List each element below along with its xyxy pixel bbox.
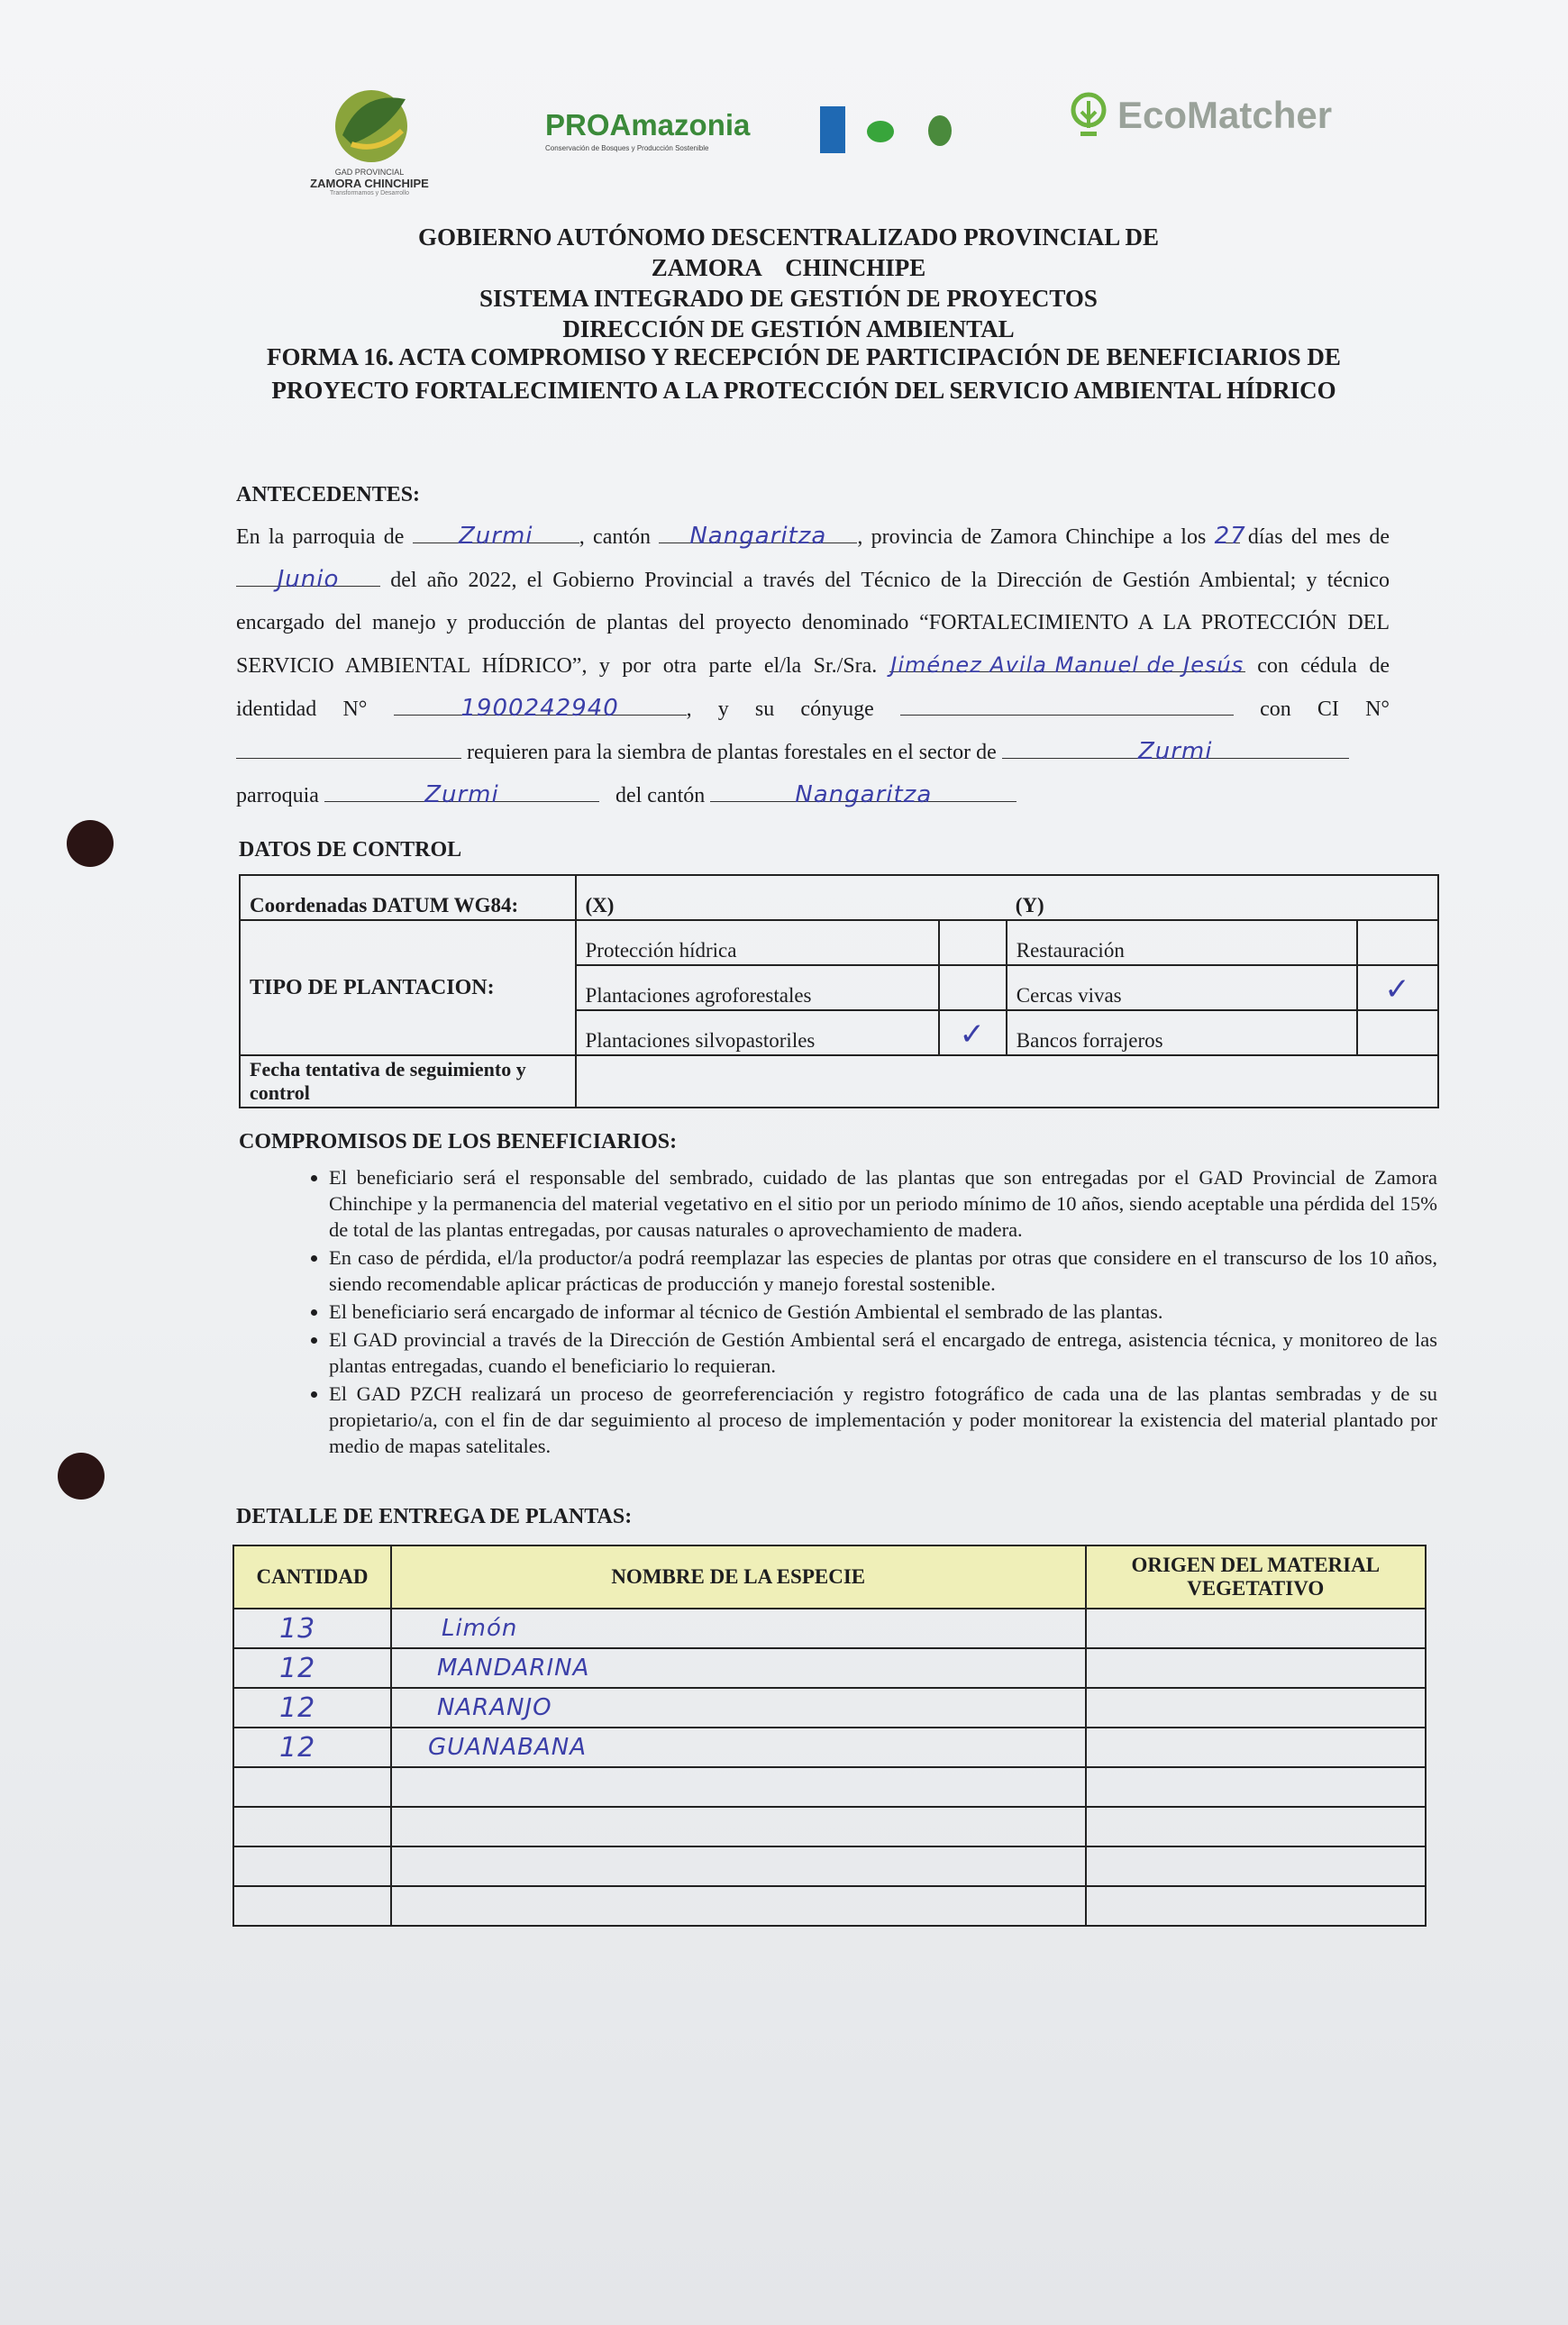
detalle-table: [232, 1545, 1427, 1927]
antecedentes-heading: ANTECEDENTES:: [236, 483, 421, 506]
conyuge-field[interactable]: [900, 688, 1234, 716]
ecomatcher-tree-icon: [1068, 92, 1109, 142]
header-titles: [225, 222, 1352, 344]
header-line-2: ZAMORA CHINCHIPE: [651, 254, 926, 281]
partner-logos: [820, 106, 964, 160]
especie-cell[interactable]: [391, 1767, 1086, 1807]
fecha-field[interactable]: [576, 1055, 1439, 1108]
especie-cell[interactable]: NARANJO: [391, 1688, 1086, 1728]
leaf-emblem-icon: [315, 81, 424, 167]
origen-cell[interactable]: [1086, 1846, 1427, 1886]
check-proteccion-hidrica[interactable]: [939, 920, 1007, 965]
control-table: [239, 874, 1439, 1108]
proamazonia-logo: PROAmazonia Conservación de Bosques y Producción Sostenible: [545, 108, 751, 152]
zamora-chinchipe-logo: GAD PROVINCIAL ZAMORA CHINCHIPE Transformamos y Desarrollo: [297, 81, 442, 196]
list-item: • El GAD provincial a través de la Dirección de Gestión Ambiental será el encargado de entrega, asistencia técnica, y monitoreo de las plantas entregadas, cuando el beneficiario lo requieran.: [329, 1327, 1437, 1379]
check-bancos-forrajeros[interactable]: [1357, 1010, 1438, 1055]
cantidad-cell[interactable]: 13: [233, 1609, 391, 1648]
undp-logo-icon: [820, 106, 845, 153]
check-silvopastoriles[interactable]: ✓: [939, 1010, 1007, 1055]
header-line-4: DIRECCIÓN DE GESTIÓN AMBIENTAL: [562, 315, 1015, 342]
origen-cell[interactable]: [1086, 1609, 1427, 1648]
compromisos-list: [284, 1164, 1437, 1461]
control-heading: DATOS DE CONTROL: [239, 838, 462, 862]
plant-type-row-3: Plantaciones silvopastoriles ✓ Bancos forrajeros: [240, 1010, 1438, 1055]
list-item: • El beneficiario será encargado de informar al técnico de Gestión Ambiental el sembrado de las plantas.: [329, 1299, 1437, 1325]
fecha-row: Fecha tentativa de seguimiento y control: [240, 1055, 1438, 1108]
check-restauracion[interactable]: [1357, 920, 1438, 965]
header-line-3: SISTEMA INTEGRADO DE GESTIÓN DE PROYECTOS: [479, 285, 1098, 312]
compromisos-heading: COMPROMISOS DE LOS BENEFICIARIOS:: [239, 1130, 678, 1153]
conyuge-ci-field[interactable]: [236, 731, 461, 759]
dia-field[interactable]: 27: [1215, 515, 1240, 543]
list-item: • El GAD PZCH realizará un proceso de georreferenciación y registro fotográfico de cada una de las plantas sembradas y de su propietario/a, con el fin de dar seguimiento al proceso de implementación y poder monitorear la existencia del material plantado por medio de mapas satelitales.: [329, 1381, 1437, 1459]
punch-hole-bottom: [58, 1453, 105, 1500]
canton2-field[interactable]: Nangaritza: [710, 774, 1016, 802]
origen-cell[interactable]: [1086, 1728, 1427, 1767]
green-dot-logo-icon: [867, 121, 894, 142]
cantidad-cell[interactable]: [233, 1767, 391, 1807]
list-item: • El beneficiario será el responsable del sembrado, cuidado de las plantas que son entregadas por el GAD Provincial de Zamora Chinchipe y la permanencia del material vegetativo en el sitio por un periodo mínimo de 10 años, siendo aceptable una pérdida del 15% de total de las plantas entregadas, por causas naturales o aprovechamiento de madera.: [329, 1164, 1437, 1243]
coordinates-row: Coordenadas DATUM WG84: (X) (Y): [240, 875, 1438, 920]
cantidad-cell[interactable]: [233, 1807, 391, 1846]
origen-cell[interactable]: [1086, 1767, 1427, 1807]
cantidad-cell[interactable]: 12: [233, 1728, 391, 1767]
table-row: [233, 1609, 1426, 1648]
gef-logo-icon: [928, 115, 952, 146]
punch-hole-top: [67, 820, 114, 867]
form-title: FORMA 16. ACTA COMPROMISO Y RECEPCIÓN DE PARTICIPACIÓN DE BENEFICIARIOS DE PROYECTO FORTALECIMIENTO A LA PROTECCIÓN DEL SERVICIO AMBIENTAL HÍDRICO: [267, 343, 1341, 404]
detalle-header-row: CANTIDAD NOMBRE DE LA ESPECIE ORIGEN DEL MATERIAL VEGETATIVO: [233, 1545, 1426, 1609]
table-row: [233, 1886, 1426, 1926]
mes-field[interactable]: Junio: [236, 559, 380, 587]
cantidad-cell[interactable]: [233, 1886, 391, 1926]
table-row: [233, 1846, 1426, 1886]
check-agroforestales[interactable]: [939, 965, 1007, 1010]
table-row: [233, 1648, 1426, 1688]
beneficiario-field[interactable]: Jiménez Avila Manuel de Jesús: [889, 644, 1245, 672]
origen-cell[interactable]: [1086, 1648, 1427, 1688]
detalle-heading: DETALLE DE ENTREGA DE PLANTAS:: [236, 1505, 633, 1528]
header-line-1: GOBIERNO AUTÓNOMO DESCENTRALIZADO PROVINCIAL DE: [417, 223, 1160, 251]
parroquia-field[interactable]: Zurmi: [413, 515, 579, 543]
especie-cell[interactable]: [391, 1807, 1086, 1846]
sector-field[interactable]: Zurmi: [1002, 731, 1349, 759]
especie-cell[interactable]: [391, 1846, 1086, 1886]
cedula-field[interactable]: 1900242940: [394, 688, 687, 716]
plant-type-row-1: TIPO DE PLANTACION: Protección hídrica Restauración: [240, 920, 1438, 965]
parroquia2-field[interactable]: Zurmi: [324, 774, 599, 802]
logo-row: [0, 81, 1568, 207]
cantidad-cell[interactable]: 12: [233, 1688, 391, 1728]
origen-cell[interactable]: [1086, 1807, 1427, 1846]
check-cercas-vivas[interactable]: ✓: [1357, 965, 1438, 1010]
especie-cell[interactable]: Limón: [391, 1609, 1086, 1648]
cantidad-cell[interactable]: 12: [233, 1648, 391, 1688]
table-row: [233, 1767, 1426, 1807]
plant-type-row-2: Plantaciones agroforestales Cercas vivas ✓: [240, 965, 1438, 1010]
coord-y-field[interactable]: (Y): [1007, 875, 1438, 920]
antecedentes-paragraph: En la parroquia de Zurmi , cantón Nangaritza , provincia de Zamora Chinchipe a los 27 días del mes de Junio del año 2022, el Gobierno Provincial a través del Técnico de la Dirección de Gestión Ambiental; y técnico encargado del manejo y producción de plantas del proyecto denominado “FORTALECIMIENTO A LA PROTECCIÓN DEL SERVICIO AMBIENTAL HÍDRICO”, y por otra parte el/la Sr./Sra. Jiménez Avila Manuel de Jesús con cédula de identidad N° 1900242940 , y su cónyuge con CI N° requieren para la siembra de plantas forestales en el sector de Zurmi parroquia Zurmi del cantón Nangaritza: [236, 515, 1390, 817]
table-row: [233, 1728, 1426, 1767]
especie-cell[interactable]: [391, 1886, 1086, 1926]
cantidad-cell[interactable]: [233, 1846, 391, 1886]
origen-cell[interactable]: [1086, 1688, 1427, 1728]
coord-x-field[interactable]: (X): [576, 875, 1007, 920]
ecomatcher-logo: EcoMatcher: [1068, 92, 1392, 146]
table-row: [233, 1688, 1426, 1728]
table-row: [233, 1807, 1426, 1846]
especie-cell[interactable]: GUANABANA: [391, 1728, 1086, 1767]
list-item: • En caso de pérdida, el/la productor/a podrá reemplazar las especies de plantas por otras que considere en el transcurso de los 10 años, siendo recomendable aplicar prácticas de producción y manejo forestal sostenible.: [329, 1245, 1437, 1297]
origen-cell[interactable]: [1086, 1886, 1427, 1926]
especie-cell[interactable]: MANDARINA: [391, 1648, 1086, 1688]
canton-field[interactable]: Nangaritza: [659, 515, 857, 543]
